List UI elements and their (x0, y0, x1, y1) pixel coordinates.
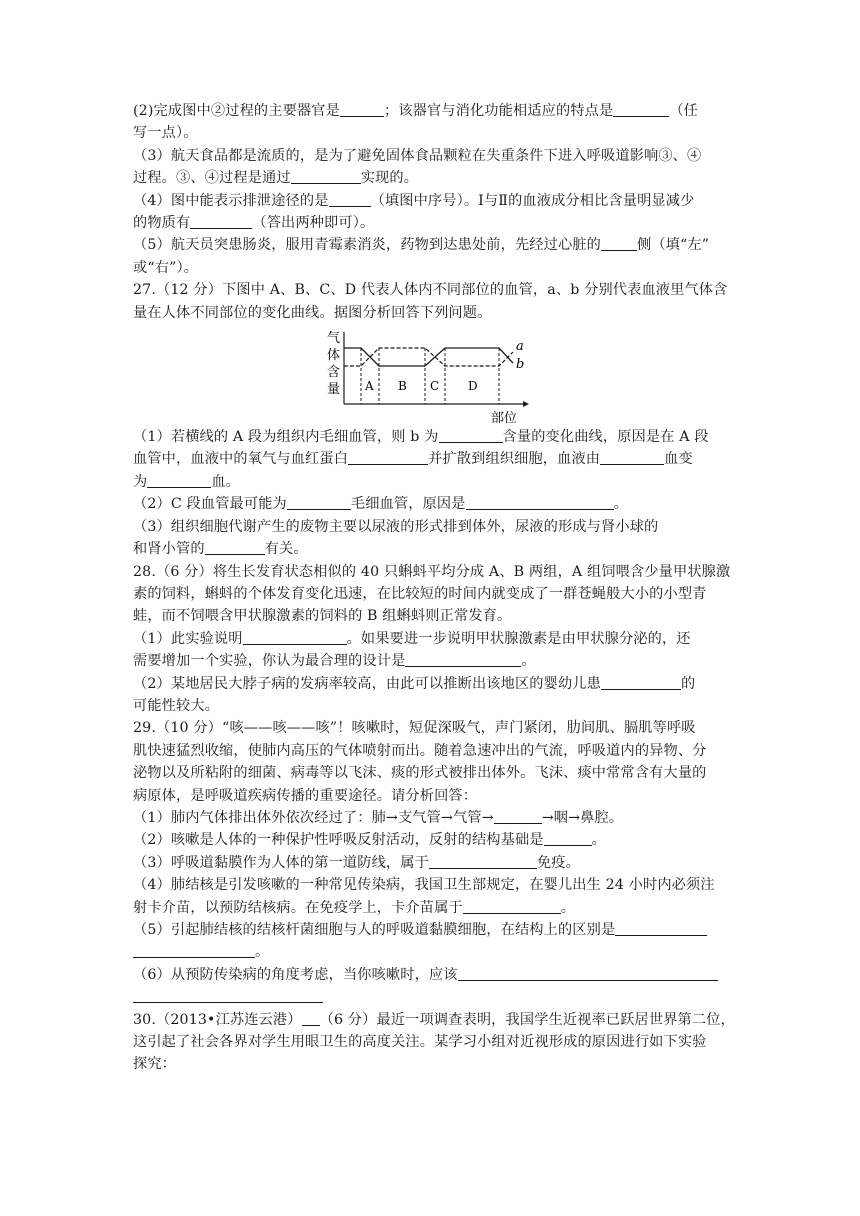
q27-3-line: （3）组织细胞代谢产生的废物主要以尿液的形式排到体外，尿液的形成与肾小球的 (133, 518, 659, 535)
q26-2-line: (2)完成图中②过程的主要器官是 ；该器官与消化功能相适应的特点是 （任 (133, 103, 699, 119)
curve-label-a: a (516, 339, 524, 355)
q28-stem: 28.（6 分）将生长发育状态相似的 40 只蝌蚪平均分成 A、B 两组，A 组饲喂含少量甲状腺激 (133, 563, 731, 580)
x-axis-label: 部位 (491, 411, 518, 425)
segment-label-c: C (430, 379, 440, 394)
q29-3-line: （3）呼吸道黏膜作为人体的第一道防线，属于 免疫。 (133, 854, 580, 871)
q29-1-line: （1）肺内气体排出体外依次经过了：肺→支气管→气管→ →咽→鼻腔。 (133, 809, 624, 826)
q29-5-line: （5）引起肺结核的结核杆菌细胞与人的呼吸道黏膜细胞，在结构上的区别是 (133, 919, 733, 941)
q27-2-line: （2）C 段血管最可能为 毛细血管，原因是 。 (133, 496, 628, 513)
q27-stem: 27.（12 分）下图中 A、B、C、D 代表人体内不同部位的血管，a、b 分别代表血液里气体含 (133, 282, 728, 299)
x-axis-arrow (523, 401, 529, 407)
q30-stem: 30.（2013•江苏连云港） （6 分）最近一项调查表明，我国学生近视率已跃居世界第二位， (133, 1011, 735, 1028)
q26-4-line: （4）图中能表示排泄途径的是 （填图中序号）。Ⅰ与Ⅱ的血液成分相比含量明显减少 (133, 192, 695, 209)
q28-1-line: （1）此实验说明 。如果要进一步说明甲状腺激素是由甲状腺分泌的，还 (133, 630, 691, 647)
document-page: (2)完成图中②过程的主要器官是 ；该器官与消化功能相适应的特点是 （任 写一点）。 （3）航天食品都是流质的，是为了避免固体食品颗粒在失重条件下进入呼吸道影响③、④ 过程。③、④过程是通过 实现的。 （4）图中能表示排泄途径的是 （填图中序号）。Ⅰ与Ⅱ的血液成分相比含量明显减少 的物质有 （答出两种即可）。 （5）航天员突患肠炎，服用青霉素消炎，药物到达患处前，先经过心脏的 侧（填“左” 或“右”）。 27.（12 分）下图中 A、B、C、D 代表人体内不同部位的血管，a、b 分别代表血液里气体含 量在人体不同部位的变化曲线。据图分析回答下列问题。 气 体 含 量 A B C D a b 部位 （1）若横线的 A 段为组织内毛细血管，则 b 为 含量的变化曲线，原因是在 A 段 血管中，血液中的氧气与血红蛋白 并扩散到组织细胞，血液由 血变 为 血。 （2）C 段血管最可能为 毛细血管，原因是 。 （3）组织细胞代谢产生的废物主要以尿液的形式排到体外，尿液的形成与肾小球的 和肾小管的 有关。 28.（6 分）将生长发育状态相似的 40 只蝌蚪平均分成 A、B 两组，A 组饲喂含少量甲状腺激 素的饲料，蝌蚪的个体发育变化迅速，在比较短的时间内就变成了一群苍蝇般大小的小型青 蛙，而不饲喂含甲状腺激素的饲料的 B 组蝌蚪则正常发育。 （1）此实验说明 。如果要进一步说明甲状腺激素是由甲状腺分泌的，还 需要增加一个实验，你认为最合理的设计是 。 （2）某地居民大脖子病的发病率较高，由此可以推断出该地区的婴幼儿患 的 可能性较大。 29.（10 分）“咳——咳——咳”！咳嗽时，短促深吸气，声门紧闭，肋间肌、膈肌等呼吸 肌快速猛烈收缩，使肺内高压的气体喷射而出。随着急速冲出的气流，呼吸道内的异物、分 泌物以及所粘附的细菌、病毒等以飞沫、痰的形式被排出体外。飞沫、痰中常常含有大量的 病原体，是呼吸道疾病传播的重要途径。请分析回答： （1）肺内气体排出体外依次经过了：肺→支气管→气管→ →咽→鼻腔。 （2）咳嗽是人体的一种保护性呼吸反射活动，反射的结构基础是 。 （3）呼吸道黏膜作为人体的第一道防线，属于 免疫。 （4）肺结核是引发咳嗽的一种常见传染病，我国卫生部规定，在婴儿出生 24 小时内必须注 射卡介苗，以预防结核病。在免疫学上，卡介苗属于 。 （5）引起肺结核的结核杆菌细胞与人的呼吸道黏膜细胞，在结构上的区别是 。 （6）从预防传染病的角度考虑，当你咳嗽时，应该 30.（2013•江苏连云港） （6 分）最近一项调查表明，我国学生近视率已跃居世界第二位， 这引起了社会各界对学生用眼卫生的高度关注。某学习小组对近视形成的原因进行如下实验 探究： (133, 100, 733, 1076)
q29-6-line: （6）从预防传染病的角度考虑，当你咳嗽时，应该 (133, 964, 733, 986)
y-axis-label-2: 体 (327, 348, 341, 364)
q29-2-line: （2）咳嗽是人体的一种保护性呼吸反射活动，反射的结构基础是 。 (133, 832, 606, 849)
segment-label-b: B (398, 379, 407, 394)
q26-3-line: （3）航天食品都是流质的，是为了避免固体食品颗粒在失重条件下进入呼吸道影响③、④ (133, 147, 702, 164)
segment-label-a: A (365, 379, 374, 394)
q26-5-line: （5）航天员突患肠炎，服用青霉素消炎，药物到达患处前，先经过心脏的 侧（填“左” (133, 237, 710, 254)
y-axis-label-3: 含 (327, 365, 341, 381)
gas-content-chart (133, 328, 733, 424)
q29-stem: 29.（10 分）“咳——咳——咳”！咳嗽时，短促深吸气，声门紧闭，肋间肌、膈肌等呼吸 (133, 720, 696, 737)
segment-label-d: D (468, 379, 478, 394)
y-axis-label-4: 量 (327, 382, 341, 398)
q28-2-line: （2）某地居民大脖子病的发病率较高，由此可以推断出该地区的婴幼儿患 的 (133, 675, 696, 692)
q27-1-line: （1）若横线的 A 段为组织内毛细血管，则 b 为 含量的变化曲线，原因是在 A 段 (133, 429, 709, 446)
q29-4-line: （4）肺结核是引发咳嗽的一种常见传染病，我国卫生部规定，在婴儿出生 24 小时内必须注 (133, 877, 715, 894)
y-axis-label-1: 气 (327, 331, 341, 347)
curve-label-b: b (516, 357, 525, 373)
